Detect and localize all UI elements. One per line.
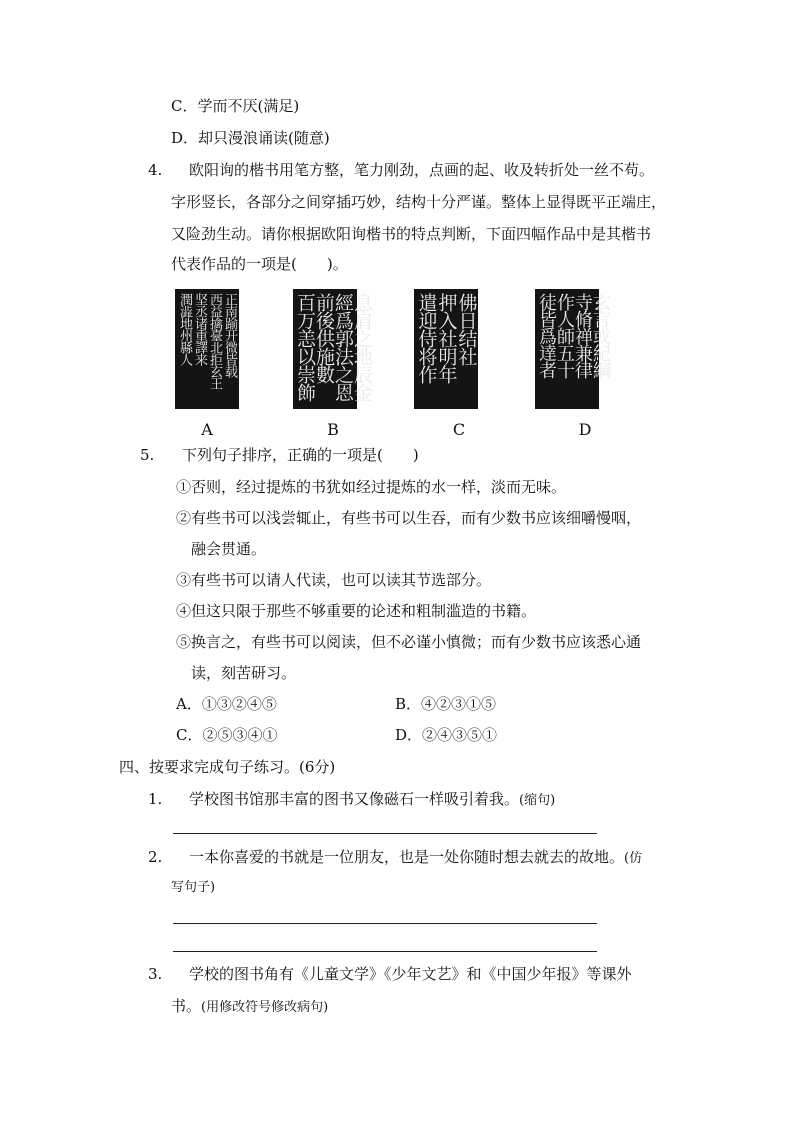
q4-number: 4. bbox=[148, 161, 163, 179]
q5-stem: 下列句子排序，正确的一项是( ) bbox=[182, 446, 419, 464]
calligraphy-label-d: D bbox=[578, 420, 592, 439]
calligraphy-work-a bbox=[175, 289, 239, 409]
calligraphy-column: 經爲郭法之恩 bbox=[332, 293, 354, 401]
calligraphy-column: 作人師五十 bbox=[554, 293, 575, 378]
s4-item-1-number: 1. bbox=[148, 790, 163, 808]
q5-option-c: C．②⑤③④① bbox=[176, 726, 278, 744]
s4-item-2-note-cont: 写句子) bbox=[171, 880, 216, 895]
section-4-heading: 四、按要求完成句子练习。(6分) bbox=[119, 758, 336, 776]
q5-sentence-2-cont: 融会贯通。 bbox=[191, 540, 267, 558]
s4-item-2-number: 2. bbox=[148, 848, 163, 866]
q5-number: 5. bbox=[140, 446, 155, 464]
answer-line[interactable] bbox=[173, 951, 597, 952]
q5-sentence-5: ⑤换言之，有些书可以阅读，但不必谨小慎微；而有少数书应该悉心通 bbox=[176, 633, 642, 651]
q5-sentence-3: ③有些书可以请人代读，也可以读其节选部分。 bbox=[176, 571, 492, 589]
calligraphy-column: 遣迎侍将作 bbox=[415, 293, 438, 383]
answer-line[interactable] bbox=[173, 833, 597, 834]
q3-option-c: C．学而不厌(满足) bbox=[171, 97, 300, 115]
calligraphy-column: 息肩之地辰金 bbox=[351, 293, 373, 401]
calligraphy-work-d bbox=[535, 289, 611, 409]
q5-option-d: D．②④③⑤① bbox=[395, 726, 498, 744]
calligraphy-column: 正南踰开微皆载 bbox=[222, 293, 237, 377]
calligraphy-column: 西益擒臺北拒玄王 bbox=[207, 293, 222, 389]
q4-line-4: 代表作品的一项是( )。 bbox=[171, 255, 348, 273]
q4-line-1: 欧阳询的楷书用笔方整，笔力刚劲，点画的起、收及转折处一丝不苟。 bbox=[189, 161, 655, 179]
calligraphy-column: 潤澁地州縣人 bbox=[177, 293, 192, 365]
calligraphy-work-b bbox=[293, 289, 373, 409]
calligraphy-column: 前後供施數 bbox=[313, 293, 335, 383]
calligraphy-column: 徒皆爲達者 bbox=[536, 293, 557, 378]
s4-item-2-sentence: 一本你喜爱的书就是一位朋友，也是一处你随时想去就去的故地。 bbox=[189, 848, 625, 866]
q5-option-a: A．①③②④⑤ bbox=[176, 695, 277, 713]
s4-item-2-note: (仿 bbox=[624, 851, 643, 866]
calligraphy-column: 佛日结社 bbox=[455, 293, 478, 365]
calligraphy-label-b: B bbox=[327, 420, 339, 439]
s4-item-3-sentence-end: 书。 bbox=[171, 997, 202, 1015]
s4-item-1-note: (缩句) bbox=[519, 793, 556, 808]
calligraphy-work-c bbox=[414, 289, 478, 409]
calligraphy-column: 百万恙以崇飾 bbox=[294, 293, 316, 401]
calligraphy-label-a: A bbox=[201, 420, 213, 439]
q5-sentence-5-cont: 读，刻苦研习。 bbox=[191, 664, 297, 682]
s4-item-1-text bbox=[189, 789, 555, 811]
answer-line[interactable] bbox=[173, 923, 597, 924]
q3-option-d: D．却只漫浪诵读(随意) bbox=[171, 129, 330, 147]
q5-sentence-2: ②有些书可以浅尝辄止，有些书可以生吞，而有少数书应该细嚼慢咽， bbox=[176, 509, 642, 527]
q4-line-2: 字形竖长，各部分之间穿插巧妙，结构十分严谨。整体上显得既平正端庄， bbox=[171, 193, 667, 211]
s4-item-3-text-cont bbox=[171, 996, 328, 1018]
calligraphy-column: 押入社明年 bbox=[435, 293, 458, 383]
q5-sentence-4: ④但这只限于那些不够重要的论述和粗制滥造的书籍。 bbox=[176, 602, 537, 620]
s4-item-1-sentence: 学校图书馆那丰富的图书又像磁石一样吸引着我。 bbox=[189, 790, 520, 808]
calligraphy-column: 玄言或紀綱 bbox=[590, 293, 611, 378]
calligraphy-column: 寺脩禅兼律 bbox=[572, 293, 593, 378]
s4-item-3-text: 学校的图书角有《儿童文学》《少年文艺》和《中国少年报》等课外 bbox=[189, 965, 632, 983]
q4-line-3: 又险劲生动。请你根据欧阳询楷书的特点判断，下面四幅作品中是其楷书 bbox=[171, 225, 652, 243]
calligraphy-column: 坚丞诸重譯来 bbox=[192, 293, 207, 365]
s4-item-3-number: 3. bbox=[148, 965, 163, 983]
s4-item-2-text bbox=[189, 847, 642, 869]
q5-option-b: B．④②③①⑤ bbox=[395, 695, 497, 713]
s4-item-3-note: (用修改符号修改病句) bbox=[201, 1000, 329, 1015]
calligraphy-label-c: C bbox=[452, 420, 466, 439]
q5-sentence-1: ①否则，经过提炼的书犹如经过提炼的水一样，淡而无味。 bbox=[176, 478, 567, 496]
